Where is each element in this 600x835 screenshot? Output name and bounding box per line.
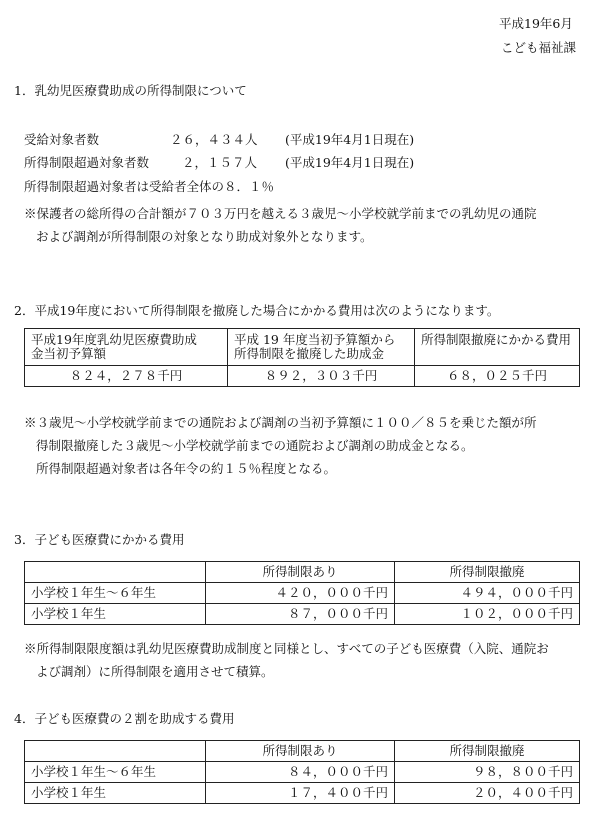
section1-note-line1: ※保護者の総所得の合計額が７０３万円を越える３歳児～小学校就学前までの乳幼児の通院	[24, 206, 537, 221]
table-cell: 小学校１年生～６年生	[25, 762, 206, 783]
table-cell: 小学校１年生～６年生	[25, 583, 206, 604]
section3-title: 3．子ども医療費にかかる費用	[14, 532, 185, 547]
table-header-cell: 所得制限あり	[206, 741, 395, 762]
section2-title: 2．平成19年度において所得制限を撤廃した場合にかかる費用は次のようになります。	[14, 303, 500, 318]
table-cell: ４９４，０００千円	[395, 583, 580, 604]
section2-note-line3: 所得制限超過対象者は各年令の約１５％程度となる。	[36, 461, 337, 476]
table-header-cell	[25, 329, 228, 366]
table-cell: 小学校１年生	[25, 604, 206, 625]
table-cell: ６８，０２５千円	[415, 366, 580, 387]
header-line: 所得制限を撤廃した助成金	[234, 346, 385, 361]
table-header-row	[25, 329, 580, 366]
over-limit-note: (平成19年4月1日現在)	[285, 155, 415, 170]
document-date: 平成19年6月	[499, 16, 573, 31]
table-cell: ８９２，３０３千円	[228, 366, 415, 387]
table-header-cell	[25, 562, 206, 583]
table-row	[25, 604, 580, 625]
table-header-cell: 所得制限あり	[206, 562, 395, 583]
table-header-row	[25, 741, 580, 762]
table-cell: ８４，０００千円	[206, 762, 395, 783]
table-cell: ２０，４００千円	[395, 783, 580, 804]
header-line: 金当初予算額	[31, 346, 107, 361]
table-header-cell: 所得制限撤廃	[395, 562, 580, 583]
section1-title: 1．乳幼児医療費助成の所得制限について	[14, 83, 247, 98]
section3-note-line2: よび調剤）に所得制限を適用させて積算。	[36, 664, 274, 679]
table-cell: １０２，０００千円	[395, 604, 580, 625]
table-row	[25, 366, 580, 387]
table-cell: 小学校１年生	[25, 783, 206, 804]
table-cell: ４２０，０００千円	[206, 583, 395, 604]
table-header-cell	[25, 741, 206, 762]
section3-table	[24, 561, 580, 625]
header-line: 平成 19 年度当初予算額から	[234, 332, 396, 347]
section1-note-line2: および調剤が所得制限の対象となり助成対象外となります。	[36, 229, 373, 244]
table-row	[25, 762, 580, 783]
table-header-cell	[415, 329, 580, 366]
table-cell: ９８，８００千円	[395, 762, 580, 783]
over-limit-value: ２，１５７人	[182, 155, 258, 170]
recipients-value: ２６，４３４人	[170, 132, 258, 147]
table-header-row	[25, 562, 580, 583]
recipients-label: 受給対象者数	[24, 132, 100, 147]
over-limit-label: 所得制限超過対象者数	[24, 155, 150, 170]
section2-table	[24, 328, 580, 387]
header-line: 所得制限撤廃にかかる費用	[421, 332, 572, 347]
section4-table	[24, 740, 580, 804]
department-name: こども福祉課	[501, 40, 577, 55]
section4-title: 4．子ども医療費の２割を助成する費用	[14, 711, 235, 726]
table-header-cell: 所得制限撤廃	[395, 741, 580, 762]
table-cell: １７，４００千円	[206, 783, 395, 804]
over-limit-ratio: 所得制限超過対象者は受給者全体の８．１％	[24, 179, 275, 194]
table-cell: ８２４，２７８千円	[25, 366, 228, 387]
table-row	[25, 783, 580, 804]
section2-note-line1: ※３歳児～小学校就学前までの通院および調剤の当初予算額に１００／８５を乗じた額が所	[24, 415, 537, 430]
section2-note-line2: 得制限撤廃した３歳児～小学校就学前までの通院および調剤の助成金となる。	[36, 438, 474, 453]
section3-note-line1: ※所得制限限度額は乳幼児医療費助成制度と同様とし、すべての子ども医療費（入院、通院お	[24, 641, 549, 656]
header-line: 平成19年度乳幼児医療費助成	[31, 332, 197, 347]
table-cell: ８７，０００千円	[206, 604, 395, 625]
recipients-note: (平成19年4月1日現在)	[285, 132, 415, 147]
table-header-cell	[228, 329, 415, 366]
table-row	[25, 583, 580, 604]
